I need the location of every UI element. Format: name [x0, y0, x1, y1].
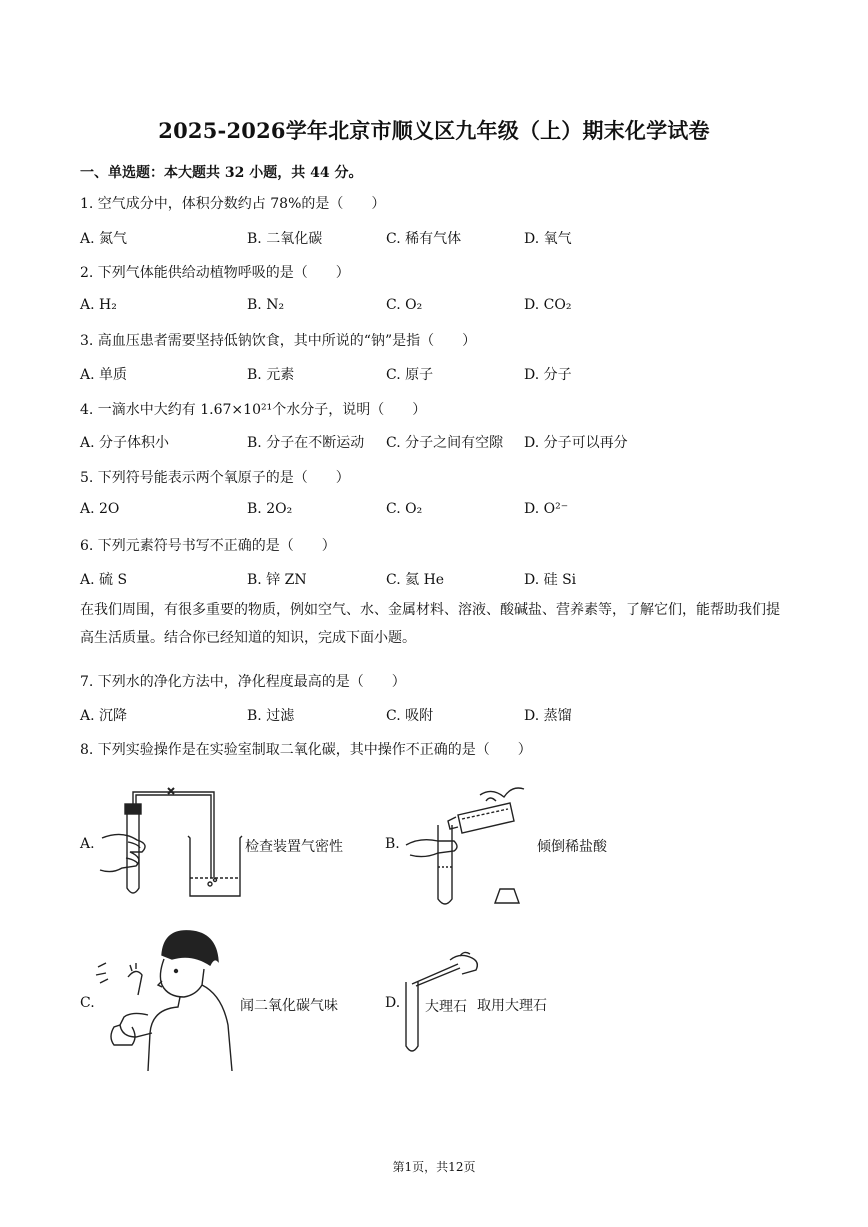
page-title: 2025-2026学年北京市顺义区九年级（上）期末化学试卷 — [158, 118, 710, 143]
option-b: B. 2O₂ — [247, 501, 293, 517]
option-d: D. 氧气 — [524, 231, 572, 247]
section-heading: 一、单选题：本大题共 32 小题，共 44 分。 — [80, 165, 363, 181]
pouring-acid-illustration — [400, 775, 535, 910]
option-a: A. 氮气 — [80, 231, 128, 247]
option-d: D. 分子可以再分 — [524, 435, 628, 451]
question-stem: 6. 下列元素符号书写不正确的是（ ） — [80, 538, 336, 554]
option-a: A. 2O — [80, 501, 120, 517]
figure-c-caption: 闻二氧化碳气味 — [240, 998, 338, 1014]
option-c: C. 稀有气体 — [386, 231, 462, 247]
question-stem: 2. 下列气体能供给动植物呼吸的是（ ） — [80, 265, 350, 281]
option-b: B. N₂ — [247, 297, 285, 313]
option-a: A. 硫 S — [80, 572, 128, 588]
option-b: B. 过滤 — [247, 708, 295, 724]
figure-c-letter: C. — [80, 995, 95, 1011]
option-c: C. 氦 He — [386, 572, 445, 588]
option-a: A. 单质 — [80, 367, 128, 383]
figure-a-letter: A. — [80, 836, 95, 852]
airtightness-check-illustration — [92, 778, 252, 903]
option-a: A. H₂ — [80, 297, 117, 313]
question-stem: 7. 下列水的净化方法中，净化程度最高的是（ ） — [80, 674, 406, 690]
reading-passage: 在我们周围，有很多重要的物质，例如空气、水、金属材料、溶液、酸碱盐、营养素等，了解它们，能帮助我们提高生活质量。结合你已经知道的知识，完成下面小题。 — [80, 602, 780, 646]
option-d: D. O²⁻ — [524, 501, 569, 517]
option-c: C. 原子 — [386, 367, 434, 383]
option-a: A. 沉降 — [80, 708, 128, 724]
figure-d-caption: 取用大理石 — [477, 998, 547, 1014]
page-number-footer: 第1页，共12页 — [392, 1160, 476, 1174]
figure-b-caption: 倾倒稀盐酸 — [537, 839, 607, 855]
option-b: B. 锌 ZN — [247, 572, 307, 588]
option-c: C. 吸附 — [386, 708, 434, 724]
option-b: B. 二氧化碳 — [247, 231, 323, 247]
option-c: C. 分子之间有空隙 — [386, 435, 504, 451]
option-d: D. CO₂ — [524, 297, 572, 313]
question-stem: 5. 下列符号能表示两个氧原子的是（ ） — [80, 470, 350, 486]
question-stem: 4. 一滴水中大约有 1.67×10²¹个水分子，说明（ ） — [80, 402, 427, 418]
figure-a-caption: 检查装置气密性 — [245, 839, 343, 855]
option-a: A. 分子体积小 — [80, 435, 170, 451]
question-stem: 1. 空气成分中，体积分数约占 78%的是（ ） — [80, 196, 386, 212]
option-b: B. 分子在不断运动 — [247, 435, 365, 451]
option-c: C. O₂ — [386, 501, 423, 517]
figure-b-letter: B. — [385, 836, 400, 852]
marble-inset-label: 大理石 — [425, 999, 467, 1015]
option-d: D. 蒸馏 — [524, 708, 572, 724]
option-c: C. O₂ — [386, 297, 423, 313]
option-b: B. 元素 — [247, 367, 295, 383]
smelling-gas-illustration — [92, 925, 242, 1075]
option-d: D. 分子 — [524, 367, 572, 383]
question-stem: 3. 高血压患者需要坚持低钠饮食，其中所说的“钠”是指（ ） — [80, 333, 477, 349]
figure-d-letter: D. — [385, 995, 401, 1011]
question-stem: 8. 下列实验操作是在实验室制取二氧化碳，其中操作不正确的是（ ） — [80, 742, 532, 758]
option-d: D. 硅 Si — [524, 572, 577, 588]
